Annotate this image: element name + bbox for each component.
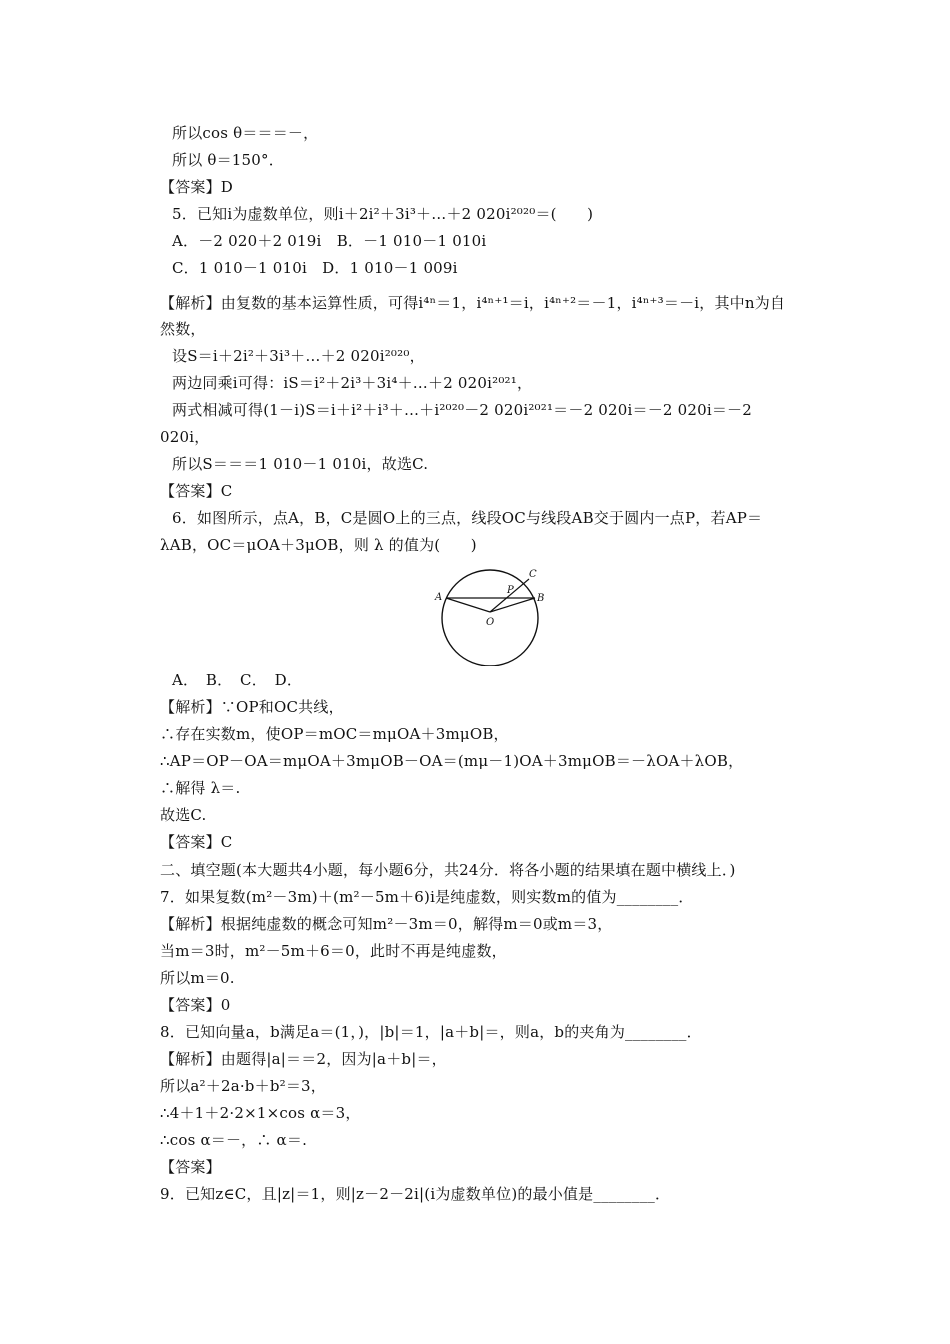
text-line: 设S＝i＋2i²＋3i³＋…＋2 020i²⁰²⁰， [172,347,425,365]
label-p: P [507,585,514,596]
text-line: λAB，OC＝μOA＋3μOB，则 λ 的值为( ) [160,536,477,554]
text-line: 5．已知i为虚数单位，则i＋2i²＋3i³＋…＋2 020i²⁰²⁰＝( ) [172,205,594,223]
label-c: C [529,569,537,580]
text-line: 【解析】根据纯虚数的概念可知m²－3m＝0，解得m＝0或m＝3， [160,915,613,933]
text-line: ∴存在实数m，使OP＝mOC＝mμOA＋3mμOB， [160,725,509,743]
text-line: 【答案】 [160,1158,221,1176]
text-line: 7．如果复数(m²－3m)＋(m²－5m＋6)i是纯虚数，则实数m的值为________． [160,888,694,906]
text-line: ∴4＋1＋2·2×1×cos α＝3， [160,1104,361,1122]
label-b: B [537,593,545,604]
text-line: 【答案】0 [160,996,231,1014]
text-line: A． B． C． D． [172,671,303,689]
text-line: 所以m＝0. [160,969,235,987]
text-line: 然数， [160,320,206,338]
text-line: 【解析】由题得|a|＝＝2，因为|a＋b|＝， [160,1050,447,1068]
text-line: 020i， [160,428,210,446]
text-line: 所以 θ＝150°． [172,151,284,169]
text-line: ∴cos α＝－，∴ α＝. [160,1131,308,1149]
text-line: 8．已知向量a，b满足a＝(1，)，|b|＝1，|a＋b|＝，则a，b的夹角为________． [160,1023,702,1041]
text-line: ∴AP＝OP－OA＝mμOA＋3mμOB－OA＝(mμ－1)OA＋3mμOB＝－λOA＋λOB， [160,752,744,770]
text-line: 【答案】C [160,482,233,500]
text-line: 两式相减可得(1－i)S＝i＋i²＋i³＋…＋i²⁰²⁰－2 020i²⁰²¹＝－2 020i＝－2 020i＝－2 [172,401,753,419]
text-line: 两边同乘i可得：iS＝i²＋2i³＋3i⁴＋…＋2 020i²⁰²¹， [172,374,533,392]
segment-bo [490,598,535,612]
segment-ao [446,598,490,612]
label-o: O [486,617,495,628]
text-line: ∴解得 λ＝. [160,779,241,797]
text-line: 二、填空题(本大题共4小题，每小题6分，共24分．将各小题的结果填在题中横线上．) [160,861,736,879]
text-line: C．1 010－1 010i D．1 010－1 009i [172,259,458,277]
label-a: A [435,592,443,603]
text-line: 【答案】C [160,833,233,851]
text-line: 所以S＝＝＝1 010－1 010i，故选C. [172,455,429,473]
text-line: 【解析】由复数的基本运算性质，可得i⁴ⁿ＝1，i⁴ⁿ⁺¹＝i，i⁴ⁿ⁺²＝－1，i⁴ⁿ⁺³＝－i，其中n为自 [160,294,786,312]
text-line: 故选C. [160,806,207,824]
text-line: A．－2 020＋2 019i B．－1 010－1 010i [172,232,487,250]
text-line: 【解析】∵OP和OC共线， [160,698,344,716]
text-line: 【答案】D [160,178,234,196]
text-line: 当m＝3时，m²－5m＋6＝0，此时不再是纯虚数， [160,942,507,960]
text-line: 所以a²＋2a·b＋b²＝3， [160,1077,326,1095]
text-line: 所以cos θ＝＝＝－， [172,124,319,142]
circle-geometry-figure [432,566,552,666]
text-line: 9．已知z∈C，且|z|＝1，则|z－2－2i|(i为虚数单位)的最小值是________． [160,1185,671,1203]
text-line: 6．如图所示，点A，B，C是圆O上的三点，线段OC与线段AB交于圆内一点P，若AP＝ [172,509,763,527]
